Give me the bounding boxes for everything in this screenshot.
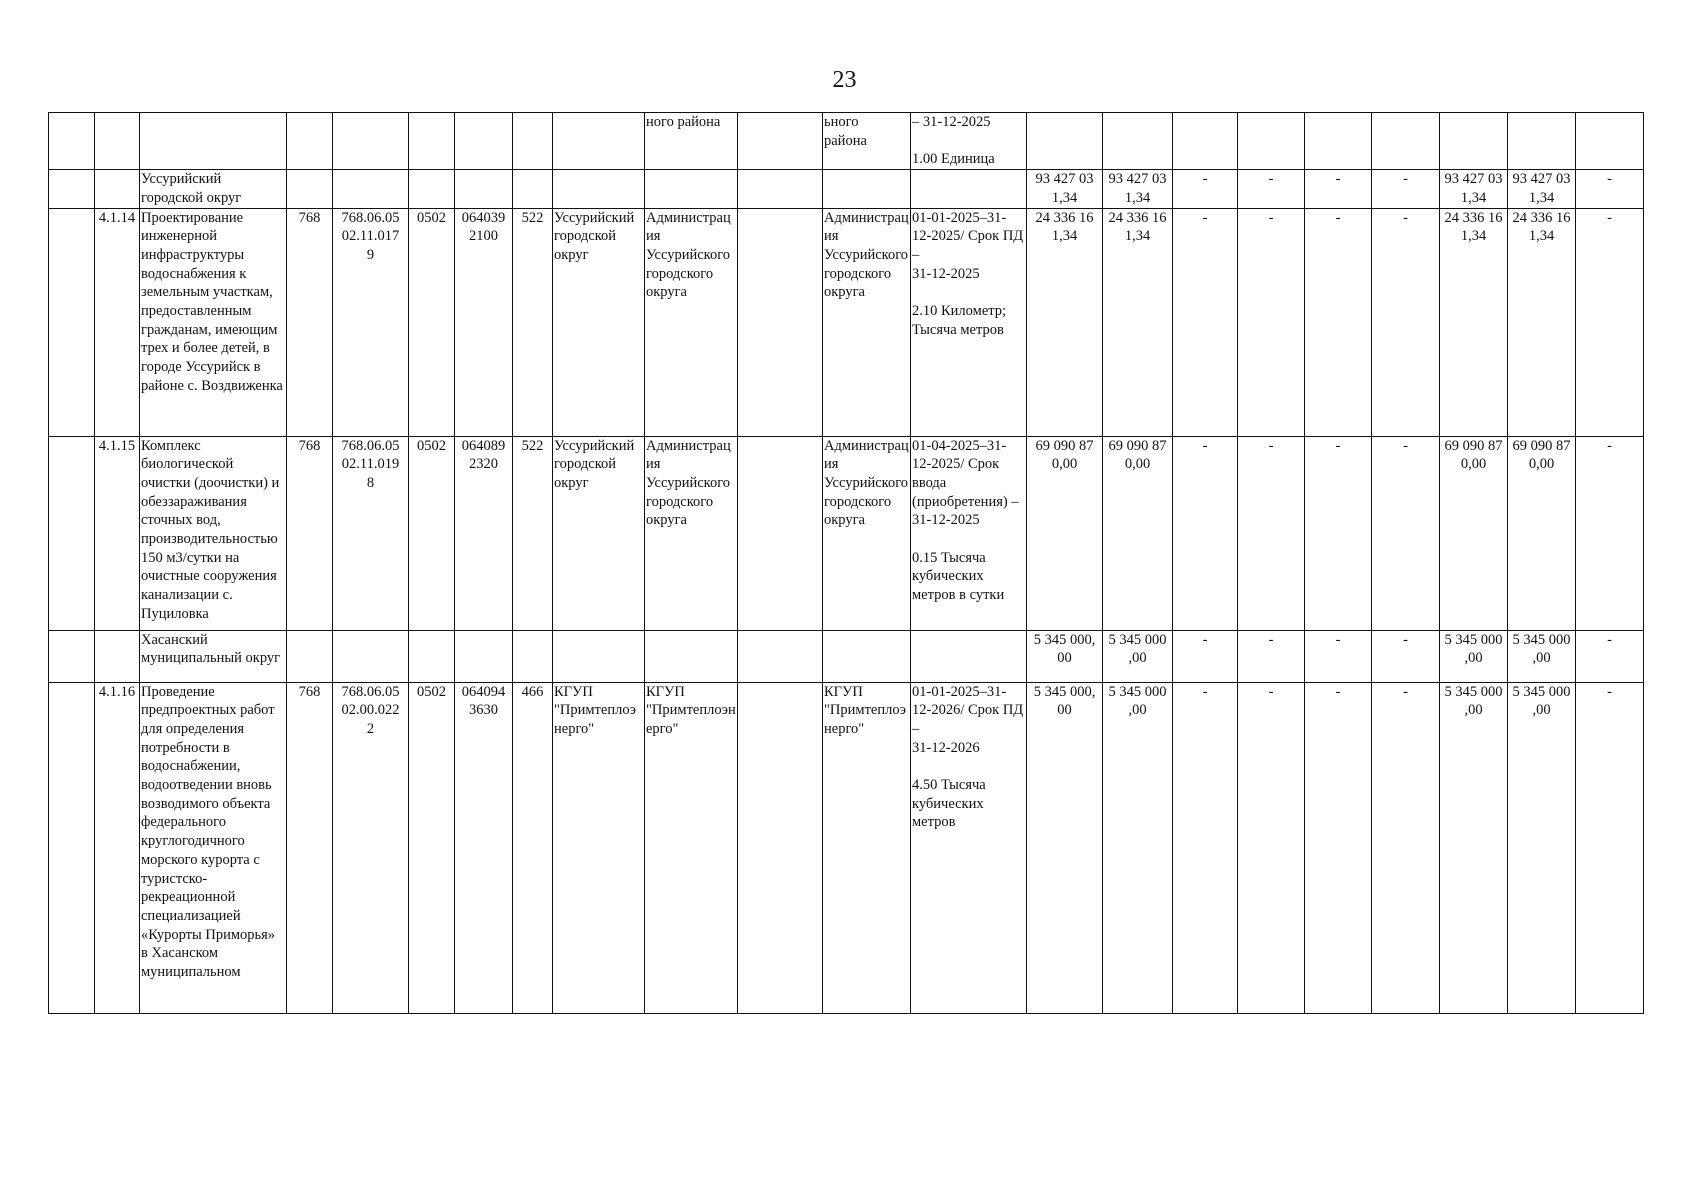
cell-local-amount: - xyxy=(1576,436,1644,630)
cell-amount-2026 xyxy=(1173,113,1238,170)
cell-customer: КГУП "Примтеплоэнерго" xyxy=(645,682,738,1013)
cell-amount-other xyxy=(1372,113,1440,170)
cell-municipality xyxy=(553,113,645,170)
cell-federal-amount xyxy=(1440,113,1508,170)
cell-section-code: 0502 xyxy=(409,208,455,436)
cell-item-number: 4.1.14 xyxy=(95,208,140,436)
subtotal-row xyxy=(49,170,1644,208)
cell-amount-2026: - xyxy=(1173,170,1238,208)
cell-amount-2028: - xyxy=(1305,682,1372,1013)
cell-grbs-code: 768 xyxy=(287,682,333,1013)
cell-amount-2027: - xyxy=(1238,630,1305,682)
cell-item-name: Хасанский муниципальный округ xyxy=(140,630,287,682)
cell-amount-other: - xyxy=(1372,436,1440,630)
cell-amount-2026: - xyxy=(1173,682,1238,1013)
cell-item-number xyxy=(95,630,140,682)
cell-total-amount: 24 336 16 1,34 xyxy=(1027,208,1103,436)
cell-blank-col xyxy=(49,682,95,1013)
cell-amount-2026: - xyxy=(1173,630,1238,682)
cell-amount-2025: 93 427 03 1,34 xyxy=(1103,170,1173,208)
cell-customer: Администрация Уссурийского городского округа xyxy=(645,436,738,630)
continuation-row xyxy=(49,113,1644,170)
cell-section-code xyxy=(409,113,455,170)
cell-amount-2027: - xyxy=(1238,208,1305,436)
cell-period-capacity: – 31-12-2025 1.00 Единица xyxy=(911,113,1027,170)
cell-budget-code: 768.06.05 02.11.017 9 xyxy=(333,208,409,436)
cell-federal-amount: 24 336 16 1,34 xyxy=(1440,208,1508,436)
cell-item-name: Комплекс биологической очистки (доочистки) и обеззараживания сточных вод, производительностью 150 м3/сутки на очистные сооружения канализации с. Пуциловка xyxy=(140,436,287,630)
cell-item-name: Проведение предпроектных работ для определения потребности в водоснабжении, водоотведении вновь возводимого объекта федерального круглогодичного морского курорта с туристско-рекреационной специализацией «Курорты Приморья» в Хасанском муниципальном xyxy=(140,682,287,1013)
cell-amount-2028 xyxy=(1305,113,1372,170)
cell-blank-col-2 xyxy=(738,170,823,208)
cell-blank-col-2 xyxy=(738,208,823,436)
cell-item-name: Проектирование инженерной инфраструктуры водоснабжения к земельным участкам, предоставленным гражданам, имеющим трех и более детей, в городе Уссурийск в районе с. Воздвиженка xyxy=(140,208,287,436)
cell-developer xyxy=(823,630,911,682)
cell-period-capacity xyxy=(911,170,1027,208)
cell-blank-col-2 xyxy=(738,436,823,630)
cell-item-number: 4.1.15 xyxy=(95,436,140,630)
cell-expense-type xyxy=(513,170,553,208)
cell-amount-2028: - xyxy=(1305,436,1372,630)
cell-customer xyxy=(645,630,738,682)
cell-total-amount xyxy=(1027,113,1103,170)
cell-amount-2028: - xyxy=(1305,630,1372,682)
cell-target-code xyxy=(455,630,513,682)
cell-municipality: Уссурийский городской округ xyxy=(553,208,645,436)
cell-federal-amount: 93 427 03 1,34 xyxy=(1440,170,1508,208)
cell-grbs-code xyxy=(287,630,333,682)
cell-amount-2025 xyxy=(1103,113,1173,170)
cell-developer xyxy=(823,170,911,208)
table-row xyxy=(49,208,1644,436)
cell-grbs-code xyxy=(287,170,333,208)
cell-total-amount: 5 345 000, 00 xyxy=(1027,682,1103,1013)
cell-total-amount: 93 427 03 1,34 xyxy=(1027,170,1103,208)
cell-amount-other: - xyxy=(1372,170,1440,208)
cell-federal-amount: 5 345 000 ,00 xyxy=(1440,682,1508,1013)
cell-regional-amount: 24 336 16 1,34 xyxy=(1508,208,1576,436)
cell-period-capacity: 01-01-2025–31-12-2026/ Срок ПД – 31-12-2026 4.50 Тысяча кубических метров xyxy=(911,682,1027,1013)
cell-amount-2027: - xyxy=(1238,436,1305,630)
cell-local-amount: - xyxy=(1576,682,1644,1013)
cell-item-name: Уссурийский городской округ xyxy=(140,170,287,208)
cell-section-code xyxy=(409,170,455,208)
cell-blank-col-2 xyxy=(738,630,823,682)
cell-customer: Администрация Уссурийского городского округа xyxy=(645,208,738,436)
cell-period-capacity: 01-01-2025–31-12-2025/ Срок ПД – 31-12-2025 2.10 Километр; Тысяча метров xyxy=(911,208,1027,436)
cell-amount-2028: - xyxy=(1305,170,1372,208)
cell-blank-col xyxy=(49,208,95,436)
cell-expense-type xyxy=(513,113,553,170)
cell-item-number xyxy=(95,170,140,208)
cell-amount-2025: 5 345 000 ,00 xyxy=(1103,682,1173,1013)
cell-grbs-code xyxy=(287,113,333,170)
cell-amount-2027: - xyxy=(1238,170,1305,208)
cell-blank-col xyxy=(49,170,95,208)
cell-blank-col xyxy=(49,436,95,630)
cell-regional-amount: 93 427 03 1,34 xyxy=(1508,170,1576,208)
cell-item-name xyxy=(140,113,287,170)
cell-municipality: Уссурийский городской округ xyxy=(553,436,645,630)
subtotal-row xyxy=(49,630,1644,682)
cell-grbs-code: 768 xyxy=(287,436,333,630)
cell-regional-amount: 69 090 87 0,00 xyxy=(1508,436,1576,630)
cell-local-amount: - xyxy=(1576,208,1644,436)
cell-developer: КГУП "Примтеплоэнерго" xyxy=(823,682,911,1013)
cell-federal-amount: 69 090 87 0,00 xyxy=(1440,436,1508,630)
cell-local-amount xyxy=(1576,113,1644,170)
cell-amount-other: - xyxy=(1372,682,1440,1013)
cell-amount-2025: 69 090 87 0,00 xyxy=(1103,436,1173,630)
cell-budget-code xyxy=(333,630,409,682)
cell-customer xyxy=(645,170,738,208)
cell-regional-amount xyxy=(1508,113,1576,170)
cell-regional-amount: 5 345 000 ,00 xyxy=(1508,630,1576,682)
cell-section-code: 0502 xyxy=(409,682,455,1013)
cell-target-code xyxy=(455,170,513,208)
cell-target-code: 064094 3630 xyxy=(455,682,513,1013)
cell-developer: Администрация Уссурийского городского округа xyxy=(823,436,911,630)
cell-developer: ьного района xyxy=(823,113,911,170)
cell-amount-2026: - xyxy=(1173,436,1238,630)
budget-table xyxy=(48,112,1644,1014)
cell-amount-2027 xyxy=(1238,113,1305,170)
cell-blank-col-2 xyxy=(738,682,823,1013)
cell-total-amount: 69 090 87 0,00 xyxy=(1027,436,1103,630)
cell-budget-code: 768.06.05 02.11.019 8 xyxy=(333,436,409,630)
cell-section-code xyxy=(409,630,455,682)
cell-amount-2027: - xyxy=(1238,682,1305,1013)
cell-expense-type xyxy=(513,630,553,682)
cell-budget-code xyxy=(333,113,409,170)
cell-period-capacity xyxy=(911,630,1027,682)
table-row xyxy=(49,436,1644,630)
cell-amount-2025: 24 336 16 1,34 xyxy=(1103,208,1173,436)
cell-amount-2028: - xyxy=(1305,208,1372,436)
table-row xyxy=(49,682,1644,1013)
cell-target-code xyxy=(455,113,513,170)
cell-budget-code xyxy=(333,170,409,208)
cell-period-capacity: 01-04-2025–31-12-2025/ Срок ввода (приобретения) – 31-12-2025 0.15 Тысяча кубических метров в сутки xyxy=(911,436,1027,630)
page-number: 23 xyxy=(832,67,857,93)
cell-municipality xyxy=(553,170,645,208)
cell-grbs-code: 768 xyxy=(287,208,333,436)
cell-total-amount: 5 345 000, 00 xyxy=(1027,630,1103,682)
cell-federal-amount: 5 345 000 ,00 xyxy=(1440,630,1508,682)
cell-amount-2025: 5 345 000 ,00 xyxy=(1103,630,1173,682)
cell-item-number xyxy=(95,113,140,170)
cell-customer: ного района xyxy=(645,113,738,170)
cell-developer: Администрация Уссурийского городского округа xyxy=(823,208,911,436)
cell-budget-code: 768.06.05 02.00.022 2 xyxy=(333,682,409,1013)
cell-local-amount: - xyxy=(1576,630,1644,682)
cell-section-code: 0502 xyxy=(409,436,455,630)
cell-expense-type: 522 xyxy=(513,208,553,436)
cell-blank-col xyxy=(49,630,95,682)
cell-blank-col-2 xyxy=(738,113,823,170)
cell-municipality: КГУП "Примтеплоэнерго" xyxy=(553,682,645,1013)
cell-expense-type: 466 xyxy=(513,682,553,1013)
cell-amount-other: - xyxy=(1372,630,1440,682)
cell-regional-amount: 5 345 000 ,00 xyxy=(1508,682,1576,1013)
cell-amount-other: - xyxy=(1372,208,1440,436)
cell-amount-2026: - xyxy=(1173,208,1238,436)
cell-target-code: 064039 2100 xyxy=(455,208,513,436)
cell-target-code: 064089 2320 xyxy=(455,436,513,630)
cell-item-number: 4.1.16 xyxy=(95,682,140,1013)
cell-blank-col xyxy=(49,113,95,170)
cell-municipality xyxy=(553,630,645,682)
cell-local-amount: - xyxy=(1576,170,1644,208)
cell-expense-type: 522 xyxy=(513,436,553,630)
